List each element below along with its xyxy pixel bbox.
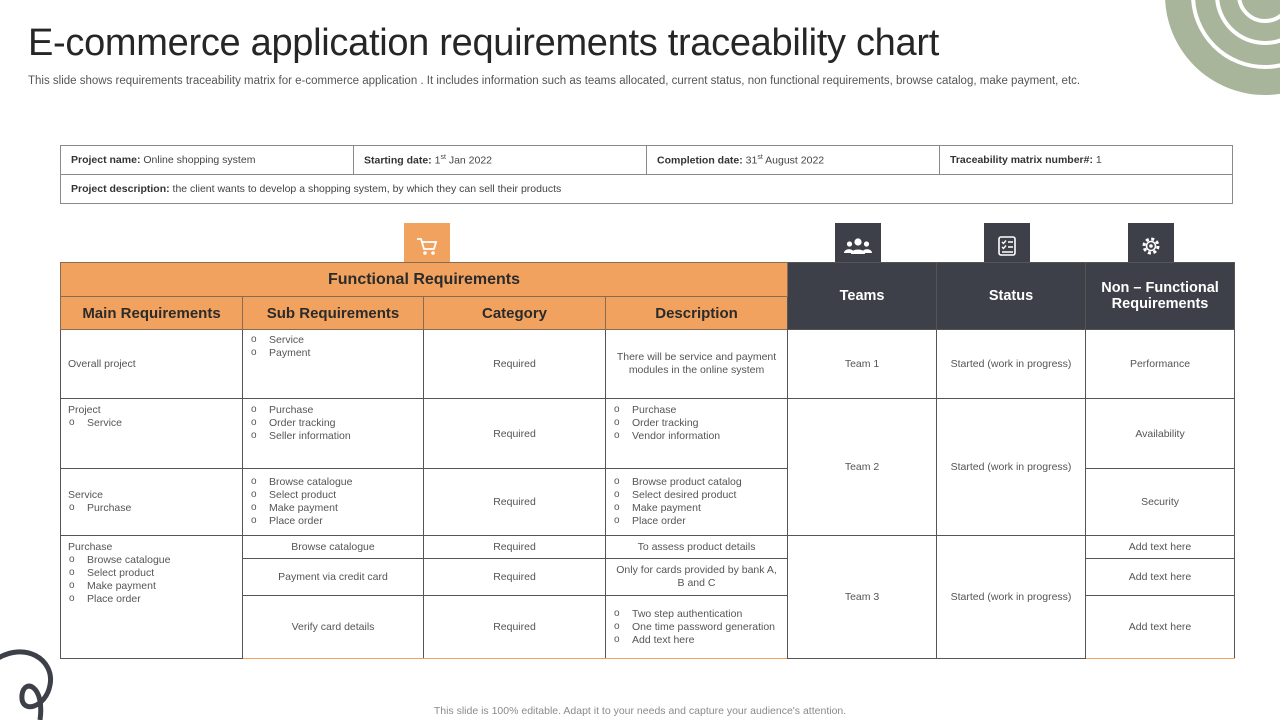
sub-requirement-cell: Payment via credit card bbox=[243, 559, 424, 596]
sub-requirement-cell: Browse catalogue bbox=[243, 536, 424, 559]
category-cell: Required bbox=[424, 536, 606, 559]
description-cell: o Two step authentication o One time password generation o Add text here bbox=[606, 596, 788, 659]
sub-requirement-cell: o Service o Payment bbox=[243, 330, 424, 399]
nonfunctional-cell: Availability bbox=[1086, 399, 1235, 469]
decorative-circle-top-right bbox=[1150, 0, 1280, 96]
project-description-cell: Project description: the client wants to develop a shopping system, by which they can sell their products bbox=[61, 175, 1233, 204]
status-header: Status bbox=[937, 263, 1086, 330]
category-cell: Required bbox=[424, 596, 606, 659]
nonfunctional-header: Non – Functional Requirements bbox=[1086, 263, 1235, 330]
footer-note: This slide is 100% editable. Adapt it to your needs and capture your audience's attention. bbox=[433, 705, 847, 717]
category-cell: Required bbox=[424, 559, 606, 596]
description-cell: Only for cards provided by bank A, B and C bbox=[606, 559, 788, 596]
completion-date-cell: Completion date: 31st August 2022 bbox=[647, 146, 940, 175]
teams-header: Teams bbox=[788, 263, 937, 330]
description-cell: o Browse product catalog o Select desired product o Make payment o Place order bbox=[606, 469, 788, 536]
nonfunctional-cell: Performance bbox=[1086, 330, 1235, 399]
description-cell: o Purchase o Order tracking o Vendor information bbox=[606, 399, 788, 469]
description-cell: To assess product details bbox=[606, 536, 788, 559]
team-cell: Team 3 bbox=[788, 536, 937, 659]
page-title: E-commerce application requirements traceability chart bbox=[28, 22, 939, 64]
nonfunctional-cell: Add text here bbox=[1086, 559, 1235, 596]
category-header: Category bbox=[424, 297, 606, 330]
nonfunctional-cell: Add text here bbox=[1086, 596, 1235, 659]
table-row bbox=[61, 536, 1235, 559]
main-requirement-cell: Purchase o Browse catalogue o Select product o Make payment o Place order bbox=[61, 536, 243, 659]
sub-requirement-cell: o Purchase o Order tracking o Seller information bbox=[243, 399, 424, 469]
page-subtitle: This slide shows requirements traceability matrix for e-commerce application . It includes information such as teams allocated, current status, non functional requirements, browse catalog, make payment, etc. bbox=[28, 75, 1081, 87]
description-header: Description bbox=[606, 297, 788, 330]
sub-requirement-cell: Verify card details bbox=[243, 596, 424, 659]
nonfunctional-cell: Add text here bbox=[1086, 536, 1235, 559]
main-requirement-cell: Service o Purchase bbox=[61, 469, 243, 536]
table-row bbox=[61, 399, 1235, 469]
main-requirements-header: Main Requirements bbox=[61, 297, 243, 330]
traceability-number-cell: Traceability matrix number#: 1 bbox=[940, 146, 1233, 175]
team-cell: Team 2 bbox=[788, 399, 937, 536]
main-requirement-cell: Overall project bbox=[61, 330, 243, 399]
traceability-matrix-table bbox=[60, 262, 1235, 659]
table-row bbox=[61, 330, 1235, 399]
starting-date-cell: Starting date: 1st Jan 2022 bbox=[354, 146, 647, 175]
main-requirement-cell: Project o Service bbox=[61, 399, 243, 469]
sub-requirement-cell: o Browse catalogue o Select product o Make payment o Place order bbox=[243, 469, 424, 536]
status-cell: Started (work in progress) bbox=[937, 330, 1086, 399]
description-cell: There will be service and payment modules in the online system bbox=[606, 330, 788, 399]
team-cell: Team 1 bbox=[788, 330, 937, 399]
category-cell: Required bbox=[424, 469, 606, 536]
project-name-cell: Project name: Online shopping system bbox=[61, 146, 354, 175]
nonfunctional-cell: Security bbox=[1086, 469, 1235, 536]
functional-requirements-header: Functional Requirements bbox=[61, 263, 788, 297]
category-cell: Required bbox=[424, 330, 606, 399]
category-cell: Required bbox=[424, 399, 606, 469]
status-cell: Started (work in progress) bbox=[937, 399, 1086, 536]
status-cell: Started (work in progress) bbox=[937, 536, 1086, 659]
project-info-table bbox=[60, 145, 1233, 204]
sub-requirements-header: Sub Requirements bbox=[243, 297, 424, 330]
